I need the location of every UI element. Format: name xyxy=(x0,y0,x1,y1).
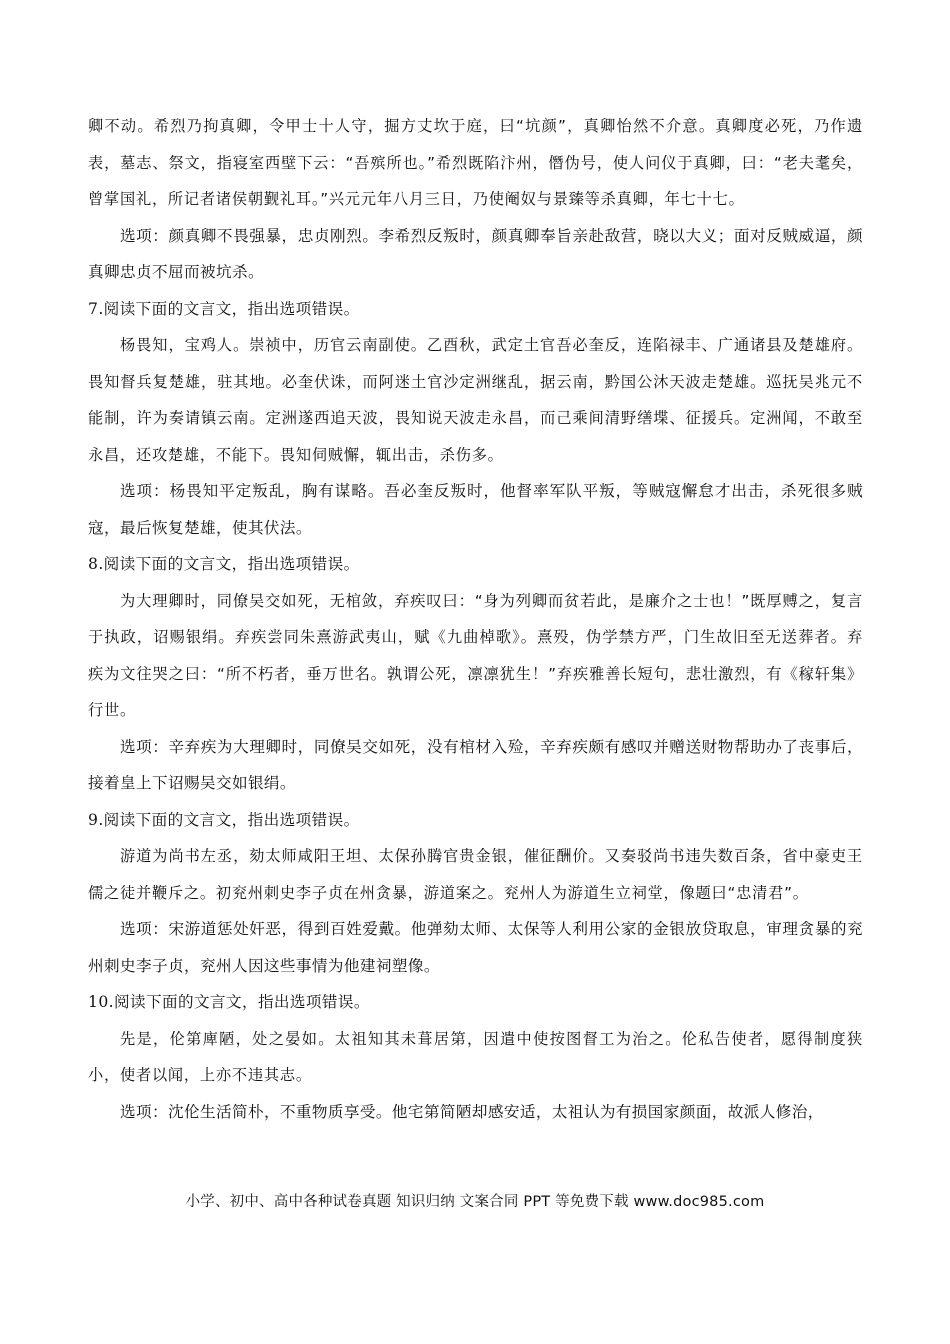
question-heading: 10.阅读下面的文言文，指出选项错误。 xyxy=(88,993,370,1011)
option-paragraph: 选项：宋游道惩处奸恶，得到百姓爱戴。他弹劾太师、太保等人利用公家的金银放贷取息，审理贪暴的兖州刺史李子贞，兖州人因这些事情为他建祠塑像。 xyxy=(88,920,863,975)
passage-paragraph: 卿不动。希烈乃拘真卿，令甲士十人守，掘方丈坎于庭，曰“坑颜”，真卿怡然不介意。真卿度必死，乃作遗表，墓志、祭文，指寝室西壁下云：“吾殡所也。”希烈既陷汴州，僭伪号，使人问仪于真卿，曰：“老夫耄矣，曾掌国礼，所记者诸侯朝觐礼耳。”兴元元年八月三日，乃使阉奴与景臻等杀真卿，年七十七。 xyxy=(88,117,863,208)
option-paragraph: 选项：辛弃疾为大理卿时，同僚吴交如死，没有棺材入殓，辛弃疾颇有感叹并赠送财物帮助办了丧事后，接着皇上下诏赐吴交如银绢。 xyxy=(88,737,863,792)
passage-paragraph: 杨畏知，宝鸡人。崇祯中，历官云南副使。乙酉秋，武定土官吾必奎反，连陷禄丰、广通诸县及楚雄府。畏知督兵复楚雄，驻其地。必奎伏诛，而阿迷土官沙定洲继乱，据云南，黔国公沐天波走楚雄。巡抚吴兆元不能制，许为奏请镇云南。定洲遂西追天波，畏知说天波走永昌，而己乘间清野缮堞、征援兵。定洲闻，不敢至永昌，还攻楚雄，不能下。畏知伺贼懈，辄出击，杀伤多。 xyxy=(88,336,863,464)
document-body xyxy=(88,108,863,1130)
option-paragraph: 选项：杨畏知平定叛乱，胸有谋略。吾必奎反叛时，他督率军队平叛，等贼寇懈怠才出击，杀死很多贼寇，最后恢复楚雄，使其伏法。 xyxy=(88,482,863,537)
passage-paragraph: 先是，伦第庳陋，处之晏如。太祖知其未葺居第，因遣中使按图督工为治之。伦私告使者，愿得制度狭小，使者以闻，上亦不违其志。 xyxy=(88,1029,863,1084)
option-paragraph: 选项：颜真卿不畏强暴，忠贞刚烈。李希烈反叛时，颜真卿奉旨亲赴敌营，晓以大义；面对反贼威逼，颜真卿忠贞不屈而被坑杀。 xyxy=(88,226,863,281)
question-heading: 9.阅读下面的文言文，指出选项错误。 xyxy=(88,810,360,829)
question-heading: 8.阅读下面的文言文，指出选项错误。 xyxy=(88,555,360,573)
question-heading: 7.阅读下面的文言文，指出选项错误。 xyxy=(88,299,360,318)
option-paragraph: 选项：沈伦生活简朴，不重物质享受。他宅第简陋却感安适，太祖认为有损国家颜面，故派人修治， xyxy=(120,1102,824,1121)
page-footer: 小学、初中、高中各种试卷真题 知识归纳 文案合同 PPT 等免费下载 www.doc985.com xyxy=(185,1194,765,1210)
passage-paragraph: 游道为尚书左丞，劾太师咸阳王坦、太保孙腾官贵金银，催征酬价。又奏驳尚书违失数百条，省中豪吏王儒之徒并鞭斥之。初兖州刺史李子贞在州贪暴，游道案之。兖州人为游道生立祠堂，像题曰“忠清君”。 xyxy=(88,847,863,902)
passage-paragraph: 为大理卿时，同僚吴交如死，无棺敛，弃疾叹曰：“身为列卿而贫若此，是廉介之士也！”既厚赙之，复言于执政，诏赐银绢。弃疾尝同朱熹游武夷山，赋《九曲棹歌》。熹殁，伪学禁方严，门生故旧至无送葬者。弃疾为文往哭之曰：“所不朽者，垂万世名。孰谓公死，凛凛犹生！”弃疾雅善长短句，悲壮激烈，有《稼轩集》行世。 xyxy=(88,591,863,719)
